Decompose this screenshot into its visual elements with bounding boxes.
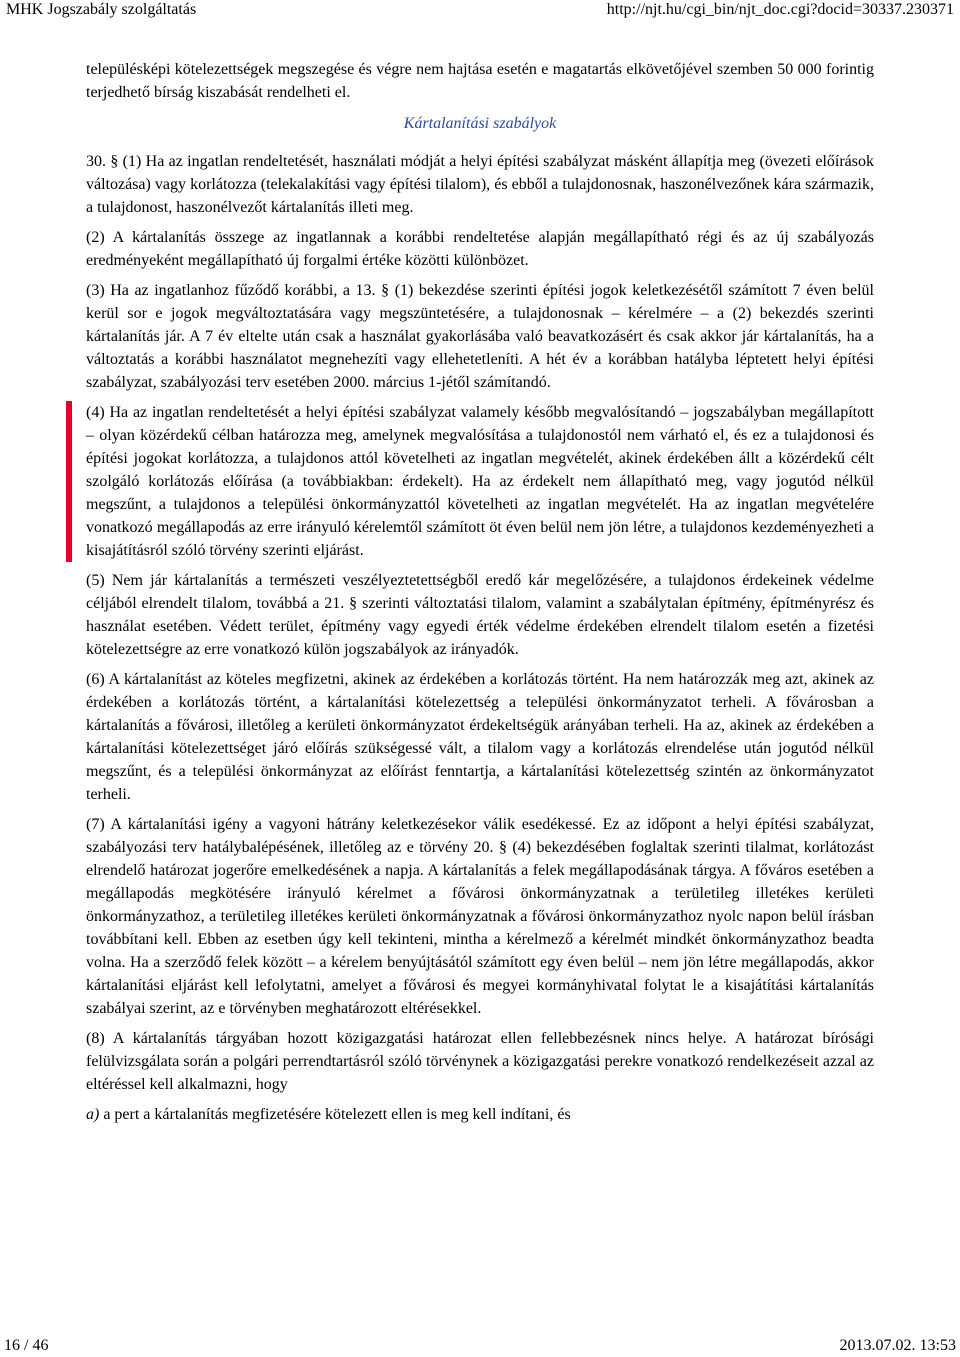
- paragraph-30-1: 30. § (1) Ha az ingatlan rendeltetését, használati módját a helyi építési szabályzat másként állapítja meg (övezeti előírások változása) vagy korlátozza (telekalakítási vagy építési tilalom), és ebből a tulajdonosnak, haszonélvezőnek kára származik, a tulajdonost, haszonélvezőt kártalanítás illeti meg.: [86, 153, 874, 216]
- change-bar: [66, 401, 72, 562]
- page-header: [0, 0, 960, 24]
- header-source: MHK Jogszabály szolgáltatás: [6, 1, 197, 18]
- paragraph-30-7: (7) A kártalanítási igény a vagyoni hátrány keletkezésekor válik esedékessé. Ez az időpont a helyi építési szabályzat, szabályozási terv hatálybalépésének, illetőleg az e törvény 20. § (4) bekezdésében foglaltak szerinti tilalmat, korlátozást elrendelő határozat jogerőre emelkedésének a napja. A kártalanítás a felek megállapodásának tárgya. A főváros esetében a megállapodás megkötésére irányuló kérelmet a fővárosi önkormányzatnak a területileg illetékes kerületi önkormányzathoz, a területileg illetékes kerületi önkormányzatnak a fővárosi önkormányzathoz nyolc napon belül írásban továbbítani kell. Ebben az esetben úgy kell tekinteni, mintha a kérelmező a kérelmét mindkét önkormányzathoz beadta volna. Ha a szerződő felek között – a kérelem benyújtásától számított egy éven belül – nem jön létre megállapodás, akkor kártalanítási eljárást kell lefolytatni, amelyet a fővárosi és megyei kormányhivatal folytat le a kisajátítási kártalanítás szabályai szerint, az e törvényben meghatározott eltérésekkel.: [86, 816, 874, 1017]
- page-footer: [0, 1336, 960, 1357]
- document-body: [86, 58, 874, 1133]
- intro-paragraph: településképi kötelezettségek megszegése és végre nem hajtása esetén e magatartás elkövetőjével szemben 50 000 forintig terjedhető bírság kiszabását rendelheti el.: [86, 61, 874, 101]
- paragraph-30-3: (3) Ha az ingatlanhoz fűződő korábbi, a 13. § (1) bekezdése szerinti építési jogok keletkezésétől számított 7 éven belül kerül sor e jogok megváltoztatására vagy megszüntetésére, a tulajdonosnak – kérelmére – a (2) bekezdés szerinti kártalanítás jár. A 7 év eltelte után csak a használat gyakorlásába való beavatkozásért és csak akkor jár kártalanítás, ha a változtatás a korábbi használatot megnehezíti vagy ellehetetleníti. A hét év a korábban hatályba léptetett helyi építési szabályzat, szabályozási terv esetében 2000. március 1-jétől számítandó.: [86, 282, 874, 391]
- paragraph-30-8: (8) A kártalanítás tárgyában hozott közigazgatási határozat ellen fellebbezésnek nincs helye. A határozat bírósági felülvizsgálata során a polgári perrendtartásról szóló törvénynek a közigazgatási perekre vonatkozó rendelkezéseit azzal az eltéréssel kell alkalmazni, hogy: [86, 1030, 874, 1093]
- point-a: [86, 1103, 874, 1126]
- point-a-text: a pert a kártalanítás megfizetésére kötelezett ellen is meg kell indítani, és: [99, 1106, 571, 1123]
- point-a-label: a): [86, 1106, 100, 1123]
- paragraph-30-4: (4) Ha az ingatlan rendeltetését a helyi építési szabályzat valamely később megvalósítandó – jogszabályban megállapított – olyan közérdekű célban határozza meg, amelynek megvalósítása a tulajdonostól nem várható el, és ez a tulajdonosi és építési jogokat korlátozza, a tulajdonos attól követelheti az ingatlan megvételét, akinek érdekében állt a közérdekű célt szolgáló korlátozás előírása (a továbbiakban: érdekelt). Ha az érdekelt nem állapítható meg, vagy jogutód nélkül megszűnt, a tulajdonos a települési önkormányzattól követelheti az ingatlan megvételét. Ha az ingatlan megvételére vonatkozó megállapodás az erre irányuló kérelemtől számított öt éven belül nem jön létre, a tulajdonos kezdeményezheti a kisajátításról szóló törvény szerinti eljárást.: [86, 404, 874, 559]
- paragraph-30-5: (5) Nem jár kártalanítás a természeti veszélyeztetettségből eredő kár megelőzésére, a tulajdonos érdekeinek védelme céljából elrendelt tilalom, továbbá a 21. § szerinti változtatási tilalom, valamint a szabálytalan építmény, építményrész és használat esetében. Védett terület, építmény vagy egyedi érték védelme érdekében elrendelt tilalom esetén a fizetési kötelezettségre az erre vonatkozó külön jogszabályok az irányadók.: [86, 572, 874, 658]
- paragraph-30-2: (2) A kártalanítás összege az ingatlannak a korábbi rendeltetése alapján megállapítható régi és az új szabályozás eredményeként megállapítható új forgalmi értéke közötti különbözet.: [86, 229, 874, 269]
- amended-block: [86, 401, 874, 562]
- paragraph-30-6: (6) A kártalanítást az köteles megfizetni, akinek az érdekében a korlátozás történt. Ha nem határozzák meg azt, akinek az érdekében a korlátozás történt, a kártalanítási kötelezettség a települési önkormányzatot terheli. A fővárosban a kártalanítás a fővárosi, illetőleg a kerületi önkormányzatot érdekeltségük arányában terheli. Ha az, akinek az érdekében a kártalanítási kötelezettséget járó előírás szükségessé vált, a tilalom vagy a korlátozás elrendelése után jogutód nélkül megszűnt, és a települési önkormányzat az előírást fenntartja, a kártalanítási kötelezettség szintén az önkormányzatot terheli.: [86, 671, 874, 803]
- page-number: 16 / 46: [4, 1337, 49, 1354]
- section-heading: Kártalanítási szabályok: [403, 115, 557, 132]
- header-url: http://njt.hu/cgi_bin/njt_doc.cgi?docid=30337.230371: [606, 1, 954, 18]
- print-datetime: 2013.07.02. 13:53: [839, 1337, 956, 1354]
